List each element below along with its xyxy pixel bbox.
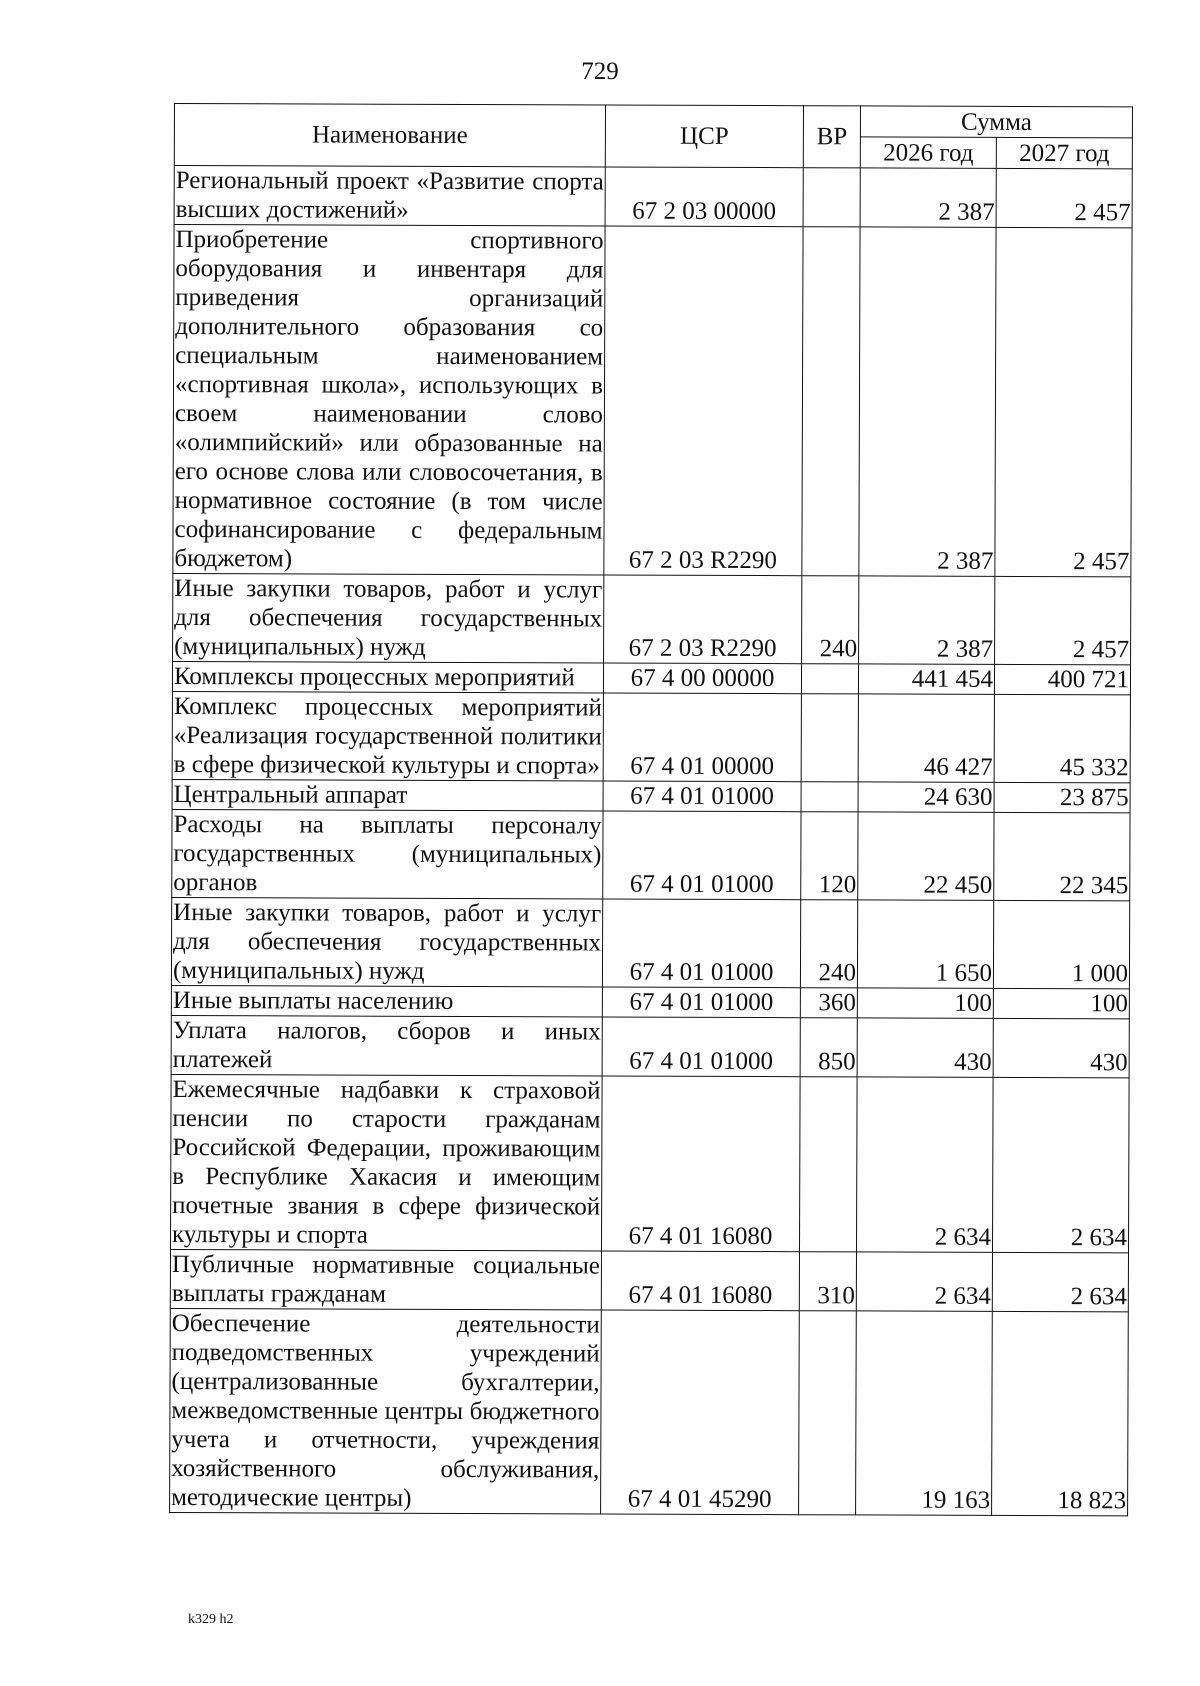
row-sum-2027: 23 875	[994, 782, 1130, 812]
row-name: Иные закупки товаров, работ и услуг для обеспечения государственных (муниципальных) нужд	[173, 573, 604, 663]
table-row	[172, 691, 1130, 782]
row-sum-2027: 430	[993, 1018, 1129, 1077]
row-vr	[801, 782, 858, 812]
row-name: Комплекс процессных мероприятий «Реализация государственной политики в сфере физической культуры и спорта»	[173, 693, 602, 780]
row-vr	[799, 1077, 857, 1252]
table-row	[171, 897, 1129, 988]
header-csr: ЦСР	[605, 105, 803, 168]
row-csr: 67 4 01 01000	[603, 781, 801, 812]
table-row	[171, 985, 1129, 1018]
row-name: Иные выплаты населению	[171, 985, 602, 1017]
table-row	[172, 661, 1130, 694]
row-vr: 360	[800, 988, 857, 1018]
row-csr: 67 2 03 R2290	[604, 226, 803, 576]
row-sum-2027: 2 457	[995, 227, 1132, 576]
page-number: 729	[581, 58, 619, 85]
row-sum-2026: 22 450	[858, 812, 994, 900]
row-sum-2026: 24 630	[858, 782, 994, 812]
row-sum-2027: 2 634	[992, 1077, 1129, 1252]
row-sum-2027: 45 332	[994, 694, 1130, 782]
row-vr	[801, 664, 858, 694]
row-sum-2027: 400 721	[994, 664, 1130, 694]
table-row	[174, 166, 1132, 228]
row-vr	[801, 694, 858, 782]
row-name: Иные закупки товаров, работ и услуг для обеспечения государственных (муниципальных) нужд	[171, 897, 602, 987]
row-name: Уплата налогов, сборов и иных платежей	[171, 1015, 602, 1076]
row-csr: 67 2 03 R2290	[604, 575, 802, 664]
row-name: Центральный аппарат	[172, 779, 603, 811]
row-sum-2026: 19 163	[856, 1311, 993, 1515]
row-sum-2026: 441 454	[858, 664, 994, 694]
row-name: Ежемесячные надбавки к страховой пенсии по старости гражданам Российской Федерации, проживающим в Республике Хакасия и имеющим почетные звания в сфере физической культуры и спорта	[170, 1074, 602, 1251]
row-name: Региональный проект «Развитие спорта высших достижений»	[174, 166, 605, 227]
row-csr: 67 4 00 00000	[603, 663, 801, 694]
row-sum-2027: 18 823	[992, 1311, 1129, 1515]
row-vr	[803, 168, 860, 227]
row-name: Комплексы процессных мероприятий	[172, 661, 603, 693]
row-vr: 310	[799, 1252, 856, 1311]
row-sum-2026: 1 650	[857, 900, 993, 988]
table-row	[173, 225, 1132, 577]
row-csr: 67 4 01 00000	[603, 693, 801, 782]
row-csr: 67 4 01 45290	[601, 1310, 800, 1515]
row-sum-2026: 2 387	[859, 227, 996, 576]
table-row	[172, 809, 1130, 900]
row-vr: 120	[801, 812, 858, 900]
row-csr: 67 4 01 01000	[602, 1017, 800, 1077]
row-sum-2026: 2 634	[856, 1252, 992, 1311]
table-row	[170, 1074, 1129, 1252]
budget-table	[169, 103, 1133, 1516]
table-row	[173, 573, 1131, 664]
footer-code: k329 h2	[188, 1612, 234, 1627]
header-sum: Сумма	[860, 106, 1132, 138]
table-header	[174, 104, 1132, 169]
row-csr: 67 4 01 01000	[602, 899, 800, 988]
row-csr: 67 4 01 01000	[603, 811, 801, 900]
row-name: Обеспечение деятельности подведомственных учреждений (централизованные бухгалтерии, межведомственные центры бюджетного учета и отчетности, учреждения хозяйственного обслуживания, методические центры)	[170, 1308, 602, 1514]
row-sum-2027: 2 457	[995, 576, 1131, 664]
row-sum-2026: 2 387	[859, 576, 995, 664]
row-sum-2026: 46 427	[858, 694, 994, 782]
row-csr: 67 4 01 16080	[601, 1076, 800, 1252]
row-sum-2027: 1 000	[993, 900, 1129, 988]
header-year-2026: 2026 год	[860, 137, 996, 168]
row-csr: 67 4 01 16080	[601, 1251, 799, 1311]
header-year-2027: 2027 год	[996, 137, 1132, 168]
row-vr: 240	[800, 900, 857, 988]
row-sum-2027: 2 457	[996, 168, 1132, 227]
header-vr: ВР	[803, 106, 860, 168]
row-name: Публичные нормативные социальные выплаты гражданам	[170, 1249, 601, 1310]
row-sum-2026: 100	[857, 988, 993, 1018]
row-sum-2027: 2 634	[992, 1252, 1128, 1311]
header-name: Наименование	[174, 104, 605, 168]
table-row	[170, 1308, 1129, 1515]
row-sum-2026: 430	[857, 1018, 993, 1077]
row-sum-2026: 2 387	[860, 168, 996, 227]
table-body	[170, 166, 1133, 1516]
table-row	[171, 1015, 1129, 1077]
row-name: Расходы на выплаты персоналу государственных (муниципальных) органов	[172, 809, 603, 899]
row-csr: 67 2 03 00000	[605, 167, 803, 227]
row-sum-2027: 22 345	[994, 812, 1130, 900]
table-row	[172, 779, 1130, 812]
row-csr: 67 4 01 01000	[602, 987, 800, 1018]
row-sum-2027: 100	[993, 988, 1129, 1018]
row-vr: 850	[800, 1018, 857, 1077]
table-row	[170, 1249, 1128, 1311]
row-vr	[802, 227, 860, 576]
row-vr	[799, 1311, 857, 1515]
row-name: Приобретение спортивного оборудования и инвентаря для приведения организаций дополнительного образования со специальным наименованием «спортивная школа», использующих в своем наименовании слово «олимпийский» или образованные на его основе слова или словосочетания, в нормативное состояние (в том числе софинансирование с федеральным бюджетом)	[173, 225, 605, 576]
row-sum-2026: 2 634	[856, 1077, 993, 1252]
row-vr: 240	[802, 576, 859, 664]
